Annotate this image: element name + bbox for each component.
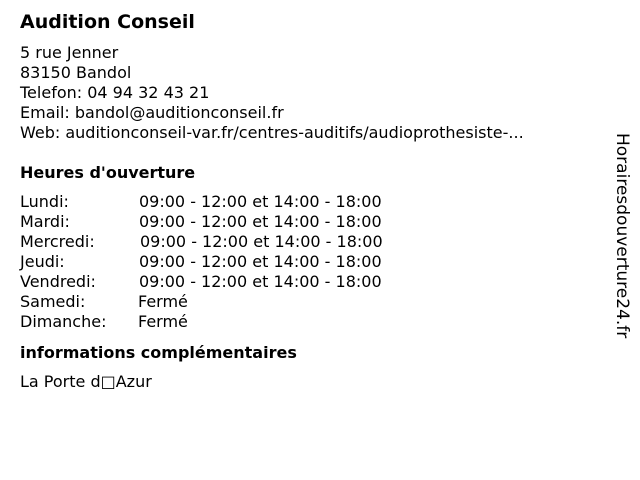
opening-hours-heading: Heures d'ouverture bbox=[20, 163, 196, 182]
hours-value: 09:00 - 12:00 et 14:00 - 18:00 bbox=[139, 192, 382, 211]
hours-row-sunday bbox=[20, 312, 600, 332]
hours-row-tuesday bbox=[20, 212, 600, 232]
day-label: Mardi: bbox=[20, 212, 70, 231]
address-block bbox=[20, 43, 600, 143]
hours-value: 09:00 - 12:00 et 14:00 - 18:00 bbox=[140, 232, 383, 251]
site-watermark: Horairesdouverture24.fr bbox=[612, 133, 632, 339]
hours-row-thursday bbox=[20, 252, 600, 272]
business-name: Audition Conseil bbox=[20, 11, 195, 33]
hours-value: Fermé bbox=[138, 292, 188, 311]
day-label: Vendredi: bbox=[20, 272, 96, 291]
hours-row-saturday bbox=[20, 292, 600, 312]
website-line: Web: auditionconseil-var.fr/centres-auditifs/audioprothesiste-... bbox=[20, 123, 524, 142]
hours-row-monday bbox=[20, 192, 600, 212]
hours-row-wednesday bbox=[20, 232, 600, 252]
additional-info-heading: informations complémentaires bbox=[20, 343, 297, 362]
day-label: Samedi: bbox=[20, 292, 86, 311]
city-line: 83150 Bandol bbox=[20, 63, 132, 82]
day-label: Dimanche: bbox=[20, 312, 107, 331]
hours-row-friday bbox=[20, 272, 600, 292]
hours-value: Fermé bbox=[138, 312, 188, 331]
day-label: Mercredi: bbox=[20, 232, 95, 251]
hours-value: 09:00 - 12:00 et 14:00 - 18:00 bbox=[139, 272, 382, 291]
day-label: Lundi: bbox=[20, 192, 69, 211]
email-line: Email: bandol@auditionconseil.fr bbox=[20, 103, 284, 122]
day-label: Jeudi: bbox=[20, 252, 65, 271]
watermark-container bbox=[612, 133, 632, 345]
additional-info-text: La Porte d□Azur bbox=[20, 372, 152, 391]
hours-value: 09:00 - 12:00 et 14:00 - 18:00 bbox=[139, 252, 382, 271]
business-card bbox=[20, 10, 600, 392]
phone-line: Telefon: 04 94 32 43 21 bbox=[20, 83, 210, 102]
street-address: 5 rue Jenner bbox=[20, 43, 119, 62]
hours-value: 09:00 - 12:00 et 14:00 - 18:00 bbox=[139, 212, 382, 231]
opening-hours-table bbox=[20, 192, 600, 332]
